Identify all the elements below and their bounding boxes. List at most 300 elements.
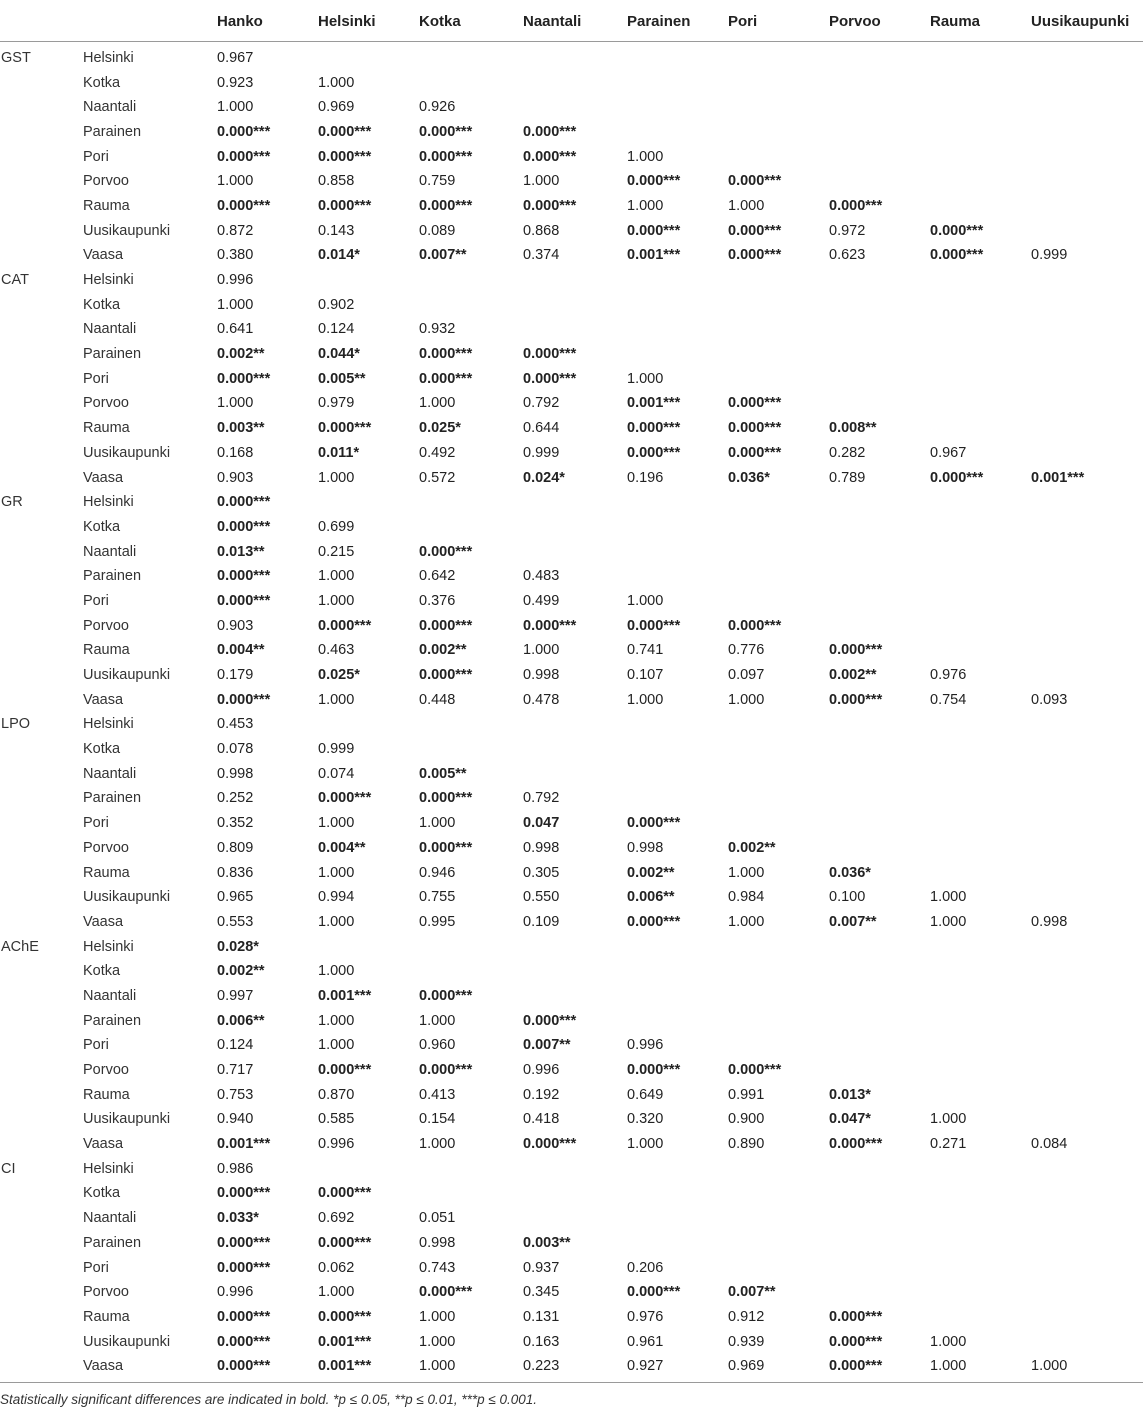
p-value-cell: 0.717: [217, 1062, 254, 1079]
p-value-cell: 0.927: [626, 1354, 727, 1382]
table-row: [0, 1132, 1143, 1157]
empty-cell: [727, 984, 828, 1009]
group-label: CAT: [1, 272, 29, 289]
p-value-cell: 0.967: [217, 49, 254, 66]
empty-cell: [929, 613, 1030, 638]
group-label-empty: [0, 1107, 82, 1132]
p-value-cell: 0.376: [419, 592, 456, 609]
p-value-cell: 1.000: [627, 592, 664, 609]
empty-cell: [828, 934, 929, 959]
group-label-empty: [0, 342, 82, 367]
p-value-cell: 0.000***: [829, 1136, 883, 1153]
empty-cell: [727, 70, 828, 95]
empty-cell: [727, 144, 828, 169]
p-value-cell: 0.000***: [419, 617, 473, 634]
p-value-cell: 0.000***: [829, 1308, 883, 1325]
row-label: Kotka: [83, 518, 121, 535]
table-row: [0, 1082, 1143, 1107]
p-value-cell: 0.352: [217, 815, 254, 832]
p-value-cell: 0.001***: [318, 987, 372, 1004]
empty-cell: [1030, 984, 1143, 1009]
empty-cell: [828, 613, 929, 638]
header-blank-site: [82, 0, 216, 41]
row-label: Rauma: [83, 864, 130, 881]
empty-cell: [1030, 786, 1143, 811]
group-label-empty: [0, 589, 82, 614]
empty-cell: [727, 539, 828, 564]
row-label: Vaasa: [82, 1354, 216, 1382]
p-value-cell: 0.463: [318, 642, 355, 659]
p-value-cell: 1.000: [418, 1354, 522, 1382]
table-row: [0, 1008, 1143, 1033]
p-value-cell: 0.001***: [627, 247, 681, 264]
p-value-cell: 0.453: [217, 716, 254, 733]
p-value-cell: 0.998: [523, 839, 560, 856]
empty-cell: [727, 786, 828, 811]
empty-cell: [1030, 366, 1143, 391]
p-value-cell: 0.553: [217, 913, 254, 930]
empty-cell: [1030, 1305, 1143, 1330]
p-value-cell: 1.000: [930, 1111, 967, 1128]
p-value-cell: 0.028*: [217, 938, 259, 955]
empty-cell: [1030, 589, 1143, 614]
group-label-empty: [0, 984, 82, 1009]
column-header-rauma: Rauma: [929, 0, 1030, 41]
row-label: Naantali: [83, 765, 137, 782]
p-value-cell: 0.001***: [318, 1333, 372, 1350]
empty-cell: [929, 317, 1030, 342]
empty-cell: [828, 95, 929, 120]
p-value-cell: 1.000: [217, 395, 254, 412]
row-label: Pori: [83, 148, 109, 165]
empty-cell: [929, 169, 1030, 194]
column-header-kotka: Kotka: [418, 0, 522, 41]
empty-cell: [1030, 712, 1143, 737]
empty-cell: [317, 934, 418, 959]
empty-cell: [828, 539, 929, 564]
row-label: Uusikaupunki: [83, 1111, 171, 1128]
empty-cell: [828, 1231, 929, 1256]
p-value-cell: 1.000: [318, 568, 355, 585]
p-value-cell: 1.000: [419, 395, 456, 412]
p-value-cell: 0.004**: [217, 642, 265, 659]
empty-cell: [727, 120, 828, 145]
table-row: [0, 441, 1143, 466]
p-value-cell: 0.007**: [728, 1284, 776, 1301]
p-value-cell: 0.000***: [318, 1308, 372, 1325]
p-value-cell: 0.903: [217, 469, 254, 486]
empty-cell: [727, 1231, 828, 1256]
empty-cell: [317, 1156, 418, 1181]
p-value-cell: 1.000: [318, 1284, 355, 1301]
empty-cell: [828, 292, 929, 317]
p-value-cell: 0.741: [627, 642, 664, 659]
p-value-cell: 1.000: [728, 913, 765, 930]
p-value-cell: 0.996: [523, 1062, 560, 1079]
empty-cell: [522, 712, 626, 737]
p-value-cell: 0.047*: [829, 1111, 871, 1128]
group-label-empty: [0, 613, 82, 638]
p-value-cell: 0.976: [930, 667, 967, 684]
empty-cell: [522, 1181, 626, 1206]
empty-cell: [929, 1305, 1030, 1330]
table-row: [0, 1206, 1143, 1231]
group-label-empty: [0, 1354, 82, 1382]
p-value-cell: 1.000: [627, 370, 664, 387]
empty-cell: [929, 539, 1030, 564]
empty-cell: [929, 638, 1030, 663]
p-value-cell: 0.002**: [829, 667, 877, 684]
empty-cell: [626, 564, 727, 589]
p-value-cell: 1.000: [318, 864, 355, 881]
p-value-cell: 0.753: [217, 1086, 254, 1103]
empty-cell: [727, 589, 828, 614]
p-value-cell: 0.000***: [217, 123, 271, 140]
empty-cell: [1030, 761, 1143, 786]
group-label-empty: [0, 786, 82, 811]
empty-cell: [929, 1181, 1030, 1206]
empty-cell: [418, 268, 522, 293]
p-value-cell: 0.206: [627, 1259, 664, 1276]
row-label: Naantali: [83, 987, 137, 1004]
p-value-cell: 0.000***: [419, 370, 473, 387]
empty-cell: [626, 490, 727, 515]
p-value-cell: 0.002**: [217, 346, 265, 363]
p-value-cell: 0.001***: [627, 395, 681, 412]
empty-cell: [929, 1082, 1030, 1107]
empty-cell: [1030, 564, 1143, 589]
p-value-cell: 0.960: [419, 1037, 456, 1054]
p-value-cell: 0.154: [419, 1111, 456, 1128]
table-row: [0, 490, 1143, 515]
p-value-cell: 0.000***: [318, 123, 372, 140]
p-value-cell: 0.000***: [318, 148, 372, 165]
p-value-cell: 0.000***: [728, 1062, 782, 1079]
table-row: [0, 41, 1143, 70]
empty-cell: [317, 712, 418, 737]
p-value-cell: 1.000: [627, 148, 664, 165]
empty-cell: [929, 1058, 1030, 1083]
row-label: Naantali: [83, 99, 137, 116]
p-value-cell: 0.000***: [828, 1354, 929, 1382]
p-value-cell: 0.000***: [217, 494, 271, 511]
p-value-cell: 0.192: [523, 1086, 560, 1103]
empty-cell: [929, 515, 1030, 540]
p-value-cell: 0.000***: [728, 247, 782, 264]
p-value-cell: 0.007**: [829, 913, 877, 930]
p-value-cell: 0.999: [1031, 247, 1068, 264]
table-row: [0, 243, 1143, 268]
p-value-cell: 1.000: [217, 296, 254, 313]
p-value-cell: 0.000***: [419, 543, 473, 560]
header-blank-group: [0, 0, 82, 41]
p-value-cell: 0.025*: [318, 667, 360, 684]
empty-cell: [522, 934, 626, 959]
p-value-cell: 0.000***: [419, 987, 473, 1004]
empty-cell: [1030, 416, 1143, 441]
table-row: [0, 194, 1143, 219]
empty-cell: [418, 70, 522, 95]
p-value-cell: 0.997: [217, 987, 254, 1004]
p-value-cell: 0.000***: [829, 1333, 883, 1350]
group-label-empty: [0, 1206, 82, 1231]
p-value-cell: 0.000***: [728, 222, 782, 239]
p-value-cell: 0.003**: [523, 1234, 571, 1251]
p-value-cell: 0.649: [627, 1086, 664, 1103]
p-value-cell: 0.000***: [627, 420, 681, 437]
empty-cell: [929, 1206, 1030, 1231]
empty-cell: [626, 70, 727, 95]
group-label-empty: [0, 860, 82, 885]
p-value-cell: 0.143: [318, 222, 355, 239]
empty-cell: [1030, 663, 1143, 688]
empty-cell: [522, 268, 626, 293]
p-value-cell: 0.001***: [317, 1354, 418, 1382]
empty-cell: [418, 41, 522, 70]
p-value-cell: 1.000: [318, 1037, 355, 1054]
p-value-cell: 0.000***: [318, 1234, 372, 1251]
p-value-cell: 0.062: [318, 1259, 355, 1276]
p-value-cell: 1.000: [318, 691, 355, 708]
p-value-cell: 1.000: [930, 1333, 967, 1350]
p-value-cell: 0.932: [419, 321, 456, 338]
empty-cell: [418, 934, 522, 959]
p-value-cell: 1.000: [318, 815, 355, 832]
group-label-empty: [0, 366, 82, 391]
empty-cell: [626, 268, 727, 293]
p-value-cell: 0.000***: [419, 148, 473, 165]
table-row: [0, 120, 1143, 145]
group-label: CI: [1, 1160, 16, 1177]
empty-cell: [418, 490, 522, 515]
empty-cell: [929, 761, 1030, 786]
p-value-cell: 0.044*: [318, 346, 360, 363]
empty-cell: [1030, 342, 1143, 367]
p-value-cell: 0.000***: [318, 420, 372, 437]
p-value-cell: 0.014*: [318, 247, 360, 264]
p-value-cell: 0.572: [419, 469, 456, 486]
p-value-cell: 0.000***: [217, 518, 271, 535]
empty-cell: [1030, 391, 1143, 416]
row-label: Kotka: [83, 963, 121, 980]
empty-cell: [522, 41, 626, 70]
p-value-cell: 0.345: [523, 1284, 560, 1301]
p-value-cell: 0.000***: [419, 790, 473, 807]
group-label-empty: [0, 539, 82, 564]
p-value-cell: 0.998: [627, 839, 664, 856]
p-value-cell: 0.000***: [627, 1284, 681, 1301]
row-label: Naantali: [83, 543, 137, 560]
p-value-cell: 0.986: [217, 1160, 254, 1177]
p-value-cell: 0.000***: [217, 1308, 271, 1325]
empty-cell: [626, 1206, 727, 1231]
p-value-cell: 0.699: [318, 518, 355, 535]
p-value-cell: 0.047: [523, 815, 560, 832]
group-label-empty: [0, 391, 82, 416]
row-label: Vaasa: [83, 1136, 124, 1153]
group-label: LPO: [1, 716, 31, 733]
p-value-cell: 0.870: [318, 1086, 355, 1103]
p-value-cell: 0.000***: [627, 222, 681, 239]
empty-cell: [828, 1181, 929, 1206]
empty-cell: [1030, 934, 1143, 959]
empty-cell: [626, 317, 727, 342]
empty-cell: [1030, 959, 1143, 984]
p-value-cell: 0.000***: [217, 1333, 271, 1350]
p-value-cell: 0.972: [829, 222, 866, 239]
empty-cell: [626, 712, 727, 737]
group-label-empty: [0, 1033, 82, 1058]
group-label-empty: [0, 1008, 82, 1033]
table-row: [0, 342, 1143, 367]
group-label-empty: [0, 910, 82, 935]
p-value-cell: 0.013**: [217, 543, 265, 560]
group-label-empty: [0, 663, 82, 688]
empty-cell: [929, 860, 1030, 885]
p-value-cell: 0.000***: [217, 592, 271, 609]
row-label: Helsinki: [83, 716, 134, 733]
p-value-cell: 0.868: [523, 222, 560, 239]
p-value-cell: 1.000: [318, 74, 355, 91]
p-value-cell: 0.002**: [217, 963, 265, 980]
empty-cell: [727, 342, 828, 367]
empty-cell: [828, 564, 929, 589]
p-value-cell: 0.754: [930, 691, 967, 708]
column-header-parainen: Parainen: [626, 0, 727, 41]
p-value-cell: 1.000: [728, 864, 765, 881]
p-value-cell: 0.000***: [318, 1185, 372, 1202]
table-row: [0, 1231, 1143, 1256]
empty-cell: [1030, 1329, 1143, 1354]
empty-cell: [828, 1156, 929, 1181]
table-row: [0, 638, 1143, 663]
p-value-cell: 0.000***: [728, 617, 782, 634]
empty-cell: [727, 95, 828, 120]
p-value-cell: 0.000***: [829, 691, 883, 708]
p-value-cell: 1.000: [419, 1136, 456, 1153]
p-value-cell: 1.000: [627, 691, 664, 708]
row-label: Naantali: [83, 321, 137, 338]
p-value-cell: 0.003**: [217, 420, 265, 437]
empty-cell: [828, 959, 929, 984]
empty-cell: [727, 564, 828, 589]
row-label: Vaasa: [83, 247, 124, 264]
p-value-cell: 0.000***: [419, 667, 473, 684]
p-value-cell: 0.996: [217, 272, 254, 289]
empty-cell: [1030, 539, 1143, 564]
p-value-cell: 1.000: [930, 889, 967, 906]
empty-cell: [522, 737, 626, 762]
p-value-cell: 0.000***: [419, 1062, 473, 1079]
empty-cell: [828, 1058, 929, 1083]
row-label: Pori: [83, 1259, 109, 1276]
empty-cell: [1030, 613, 1143, 638]
empty-cell: [1030, 70, 1143, 95]
row-label: Uusikaupunki: [83, 444, 171, 461]
empty-cell: [828, 317, 929, 342]
group-label-empty: [0, 1305, 82, 1330]
empty-cell: [522, 1156, 626, 1181]
p-value-cell: 0.858: [318, 173, 355, 190]
p-value-cell: 0.940: [217, 1111, 254, 1128]
p-value-cell: 0.759: [419, 173, 456, 190]
empty-cell: [929, 144, 1030, 169]
empty-cell: [727, 934, 828, 959]
p-value-cell: 0.002**: [728, 839, 776, 856]
empty-cell: [929, 959, 1030, 984]
p-value-cell: 0.131: [523, 1308, 560, 1325]
p-value-cell: 0.036*: [829, 864, 871, 881]
table-row: [0, 169, 1143, 194]
p-value-cell: 0.969: [318, 99, 355, 116]
p-value-cell: 0.215: [318, 543, 355, 560]
p-value-cell: 0.000***: [728, 444, 782, 461]
p-value-cell: 0.084: [1031, 1136, 1068, 1153]
empty-cell: [929, 120, 1030, 145]
empty-cell: [929, 811, 1030, 836]
empty-cell: [1030, 1008, 1143, 1033]
group-label-empty: [0, 144, 82, 169]
group-label-empty: [0, 1181, 82, 1206]
column-header-naantali: Naantali: [522, 0, 626, 41]
empty-cell: [727, 490, 828, 515]
row-label: Rauma: [83, 197, 130, 214]
p-value-cell: 0.792: [523, 790, 560, 807]
table-row: [0, 1280, 1143, 1305]
p-value-cell: 0.692: [318, 1210, 355, 1227]
table-row: [0, 564, 1143, 589]
empty-cell: [626, 934, 727, 959]
group-label-empty: [0, 243, 82, 268]
empty-cell: [929, 737, 1030, 762]
p-value-cell: 0.991: [728, 1086, 765, 1103]
p-value-cell: 0.644: [523, 420, 560, 437]
empty-cell: [317, 268, 418, 293]
group-label: AChE: [1, 938, 39, 955]
empty-cell: [929, 786, 1030, 811]
empty-cell: [418, 737, 522, 762]
p-value-cell: 0.000***: [627, 913, 681, 930]
p-value-cell: 0.000***: [627, 617, 681, 634]
p-value-cell: 0.585: [318, 1111, 355, 1128]
p-value-cell: 0.996: [217, 1284, 254, 1301]
empty-cell: [1030, 41, 1143, 70]
p-value-cell: 0.999: [318, 741, 355, 758]
p-value-cell: 0.002**: [419, 642, 467, 659]
p-value-cell: 0.320: [627, 1111, 664, 1128]
table-row: [0, 811, 1143, 836]
table-row: [0, 589, 1143, 614]
empty-cell: [929, 342, 1030, 367]
p-value-cell: 0.961: [627, 1333, 664, 1350]
table-row: [0, 761, 1143, 786]
p-value-cell: 0.492: [419, 444, 456, 461]
table-row: [0, 1033, 1143, 1058]
row-label: Kotka: [83, 74, 121, 91]
table-footnote: Statistically significant differences are indicated in bold. *p ≤ 0.05, **p ≤ 0.01, ***p ≤ 0.001.: [0, 1391, 538, 1407]
empty-cell: [1030, 194, 1143, 219]
empty-cell: [626, 515, 727, 540]
p-value-cell: 0.912: [728, 1308, 765, 1325]
column-header-porvoo: Porvoo: [828, 0, 929, 41]
empty-cell: [522, 761, 626, 786]
empty-cell: [828, 836, 929, 861]
empty-cell: [929, 1156, 1030, 1181]
empty-cell: [727, 1033, 828, 1058]
p-value-cell: 1.000: [728, 197, 765, 214]
empty-cell: [1030, 1033, 1143, 1058]
empty-cell: [828, 761, 929, 786]
